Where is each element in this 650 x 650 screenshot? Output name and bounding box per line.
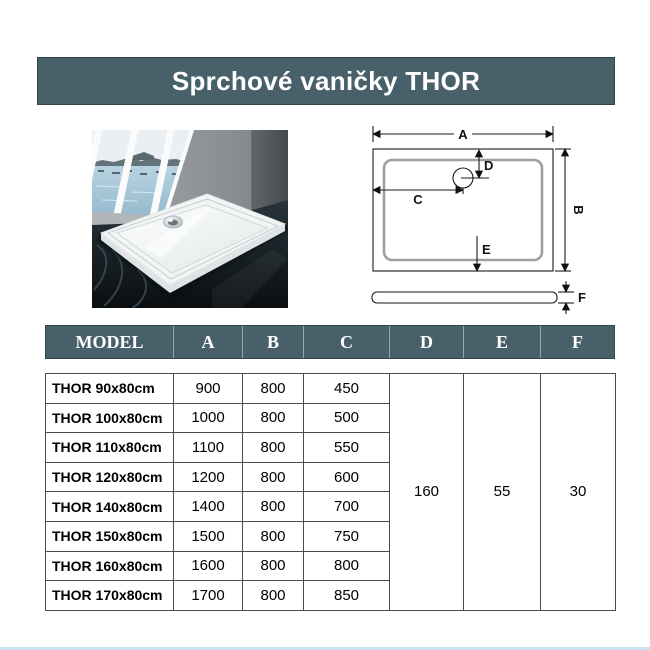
model-cell: THOR 110x80cm (46, 433, 174, 463)
header-c: C (303, 326, 389, 358)
spec-table-header (45, 325, 615, 359)
dim-label-b: B (571, 205, 586, 215)
model-cell: THOR 150x80cm (46, 521, 174, 551)
dimension-diagram-svg (350, 112, 635, 317)
merged-value-d: 160 (390, 374, 464, 611)
model-cell: THOR 120x80cm (46, 462, 174, 492)
value-c: 550 (304, 433, 390, 463)
value-a: 1000 (174, 403, 243, 433)
dimension-diagram (350, 112, 635, 317)
value-b: 800 (243, 374, 304, 404)
page-title: Sprchové vaničky THOR (171, 65, 481, 96)
model-cell: THOR 160x80cm (46, 551, 174, 581)
spec-table (45, 373, 616, 611)
value-a: 900 (174, 374, 243, 404)
shower-tray-render (92, 130, 288, 308)
dim-label-c: C (413, 192, 423, 207)
value-a: 1400 (174, 492, 243, 522)
product-photo (92, 130, 288, 308)
value-c: 800 (304, 551, 390, 581)
value-c: 700 (304, 492, 390, 522)
value-a: 1500 (174, 521, 243, 551)
model-cell: THOR 140x80cm (46, 492, 174, 522)
table-row (46, 374, 616, 404)
value-c: 600 (304, 462, 390, 492)
model-cell: THOR 90x80cm (46, 374, 174, 404)
value-c: 850 (304, 581, 390, 611)
dim-label-f: F (578, 290, 586, 305)
merged-value-f: 30 (541, 374, 616, 611)
value-b: 800 (243, 403, 304, 433)
dim-label-d: D (484, 158, 494, 173)
value-a: 1600 (174, 551, 243, 581)
header-f: F (540, 326, 614, 358)
header-e: E (463, 326, 540, 358)
model-cell: THOR 100x80cm (46, 403, 174, 433)
value-b: 800 (243, 492, 304, 522)
dim-label-a: A (458, 127, 468, 142)
value-b: 800 (243, 551, 304, 581)
value-b: 800 (243, 521, 304, 551)
merged-value-e: 55 (464, 374, 541, 611)
value-b: 800 (243, 433, 304, 463)
dim-label-e: E (482, 242, 491, 257)
model-cell: THOR 170x80cm (46, 581, 174, 611)
page-title-bar (37, 57, 615, 105)
value-a: 1100 (174, 433, 243, 463)
value-c: 500 (304, 403, 390, 433)
corner-wall (252, 130, 288, 210)
value-b: 800 (243, 581, 304, 611)
header-a: A (173, 326, 242, 358)
header-model: MODEL (75, 331, 144, 352)
value-c: 750 (304, 521, 390, 551)
value-c: 450 (304, 374, 390, 404)
value-b: 800 (243, 462, 304, 492)
header-d: D (389, 326, 463, 358)
header-b: B (242, 326, 303, 358)
value-a: 1200 (174, 462, 243, 492)
value-a: 1700 (174, 581, 243, 611)
